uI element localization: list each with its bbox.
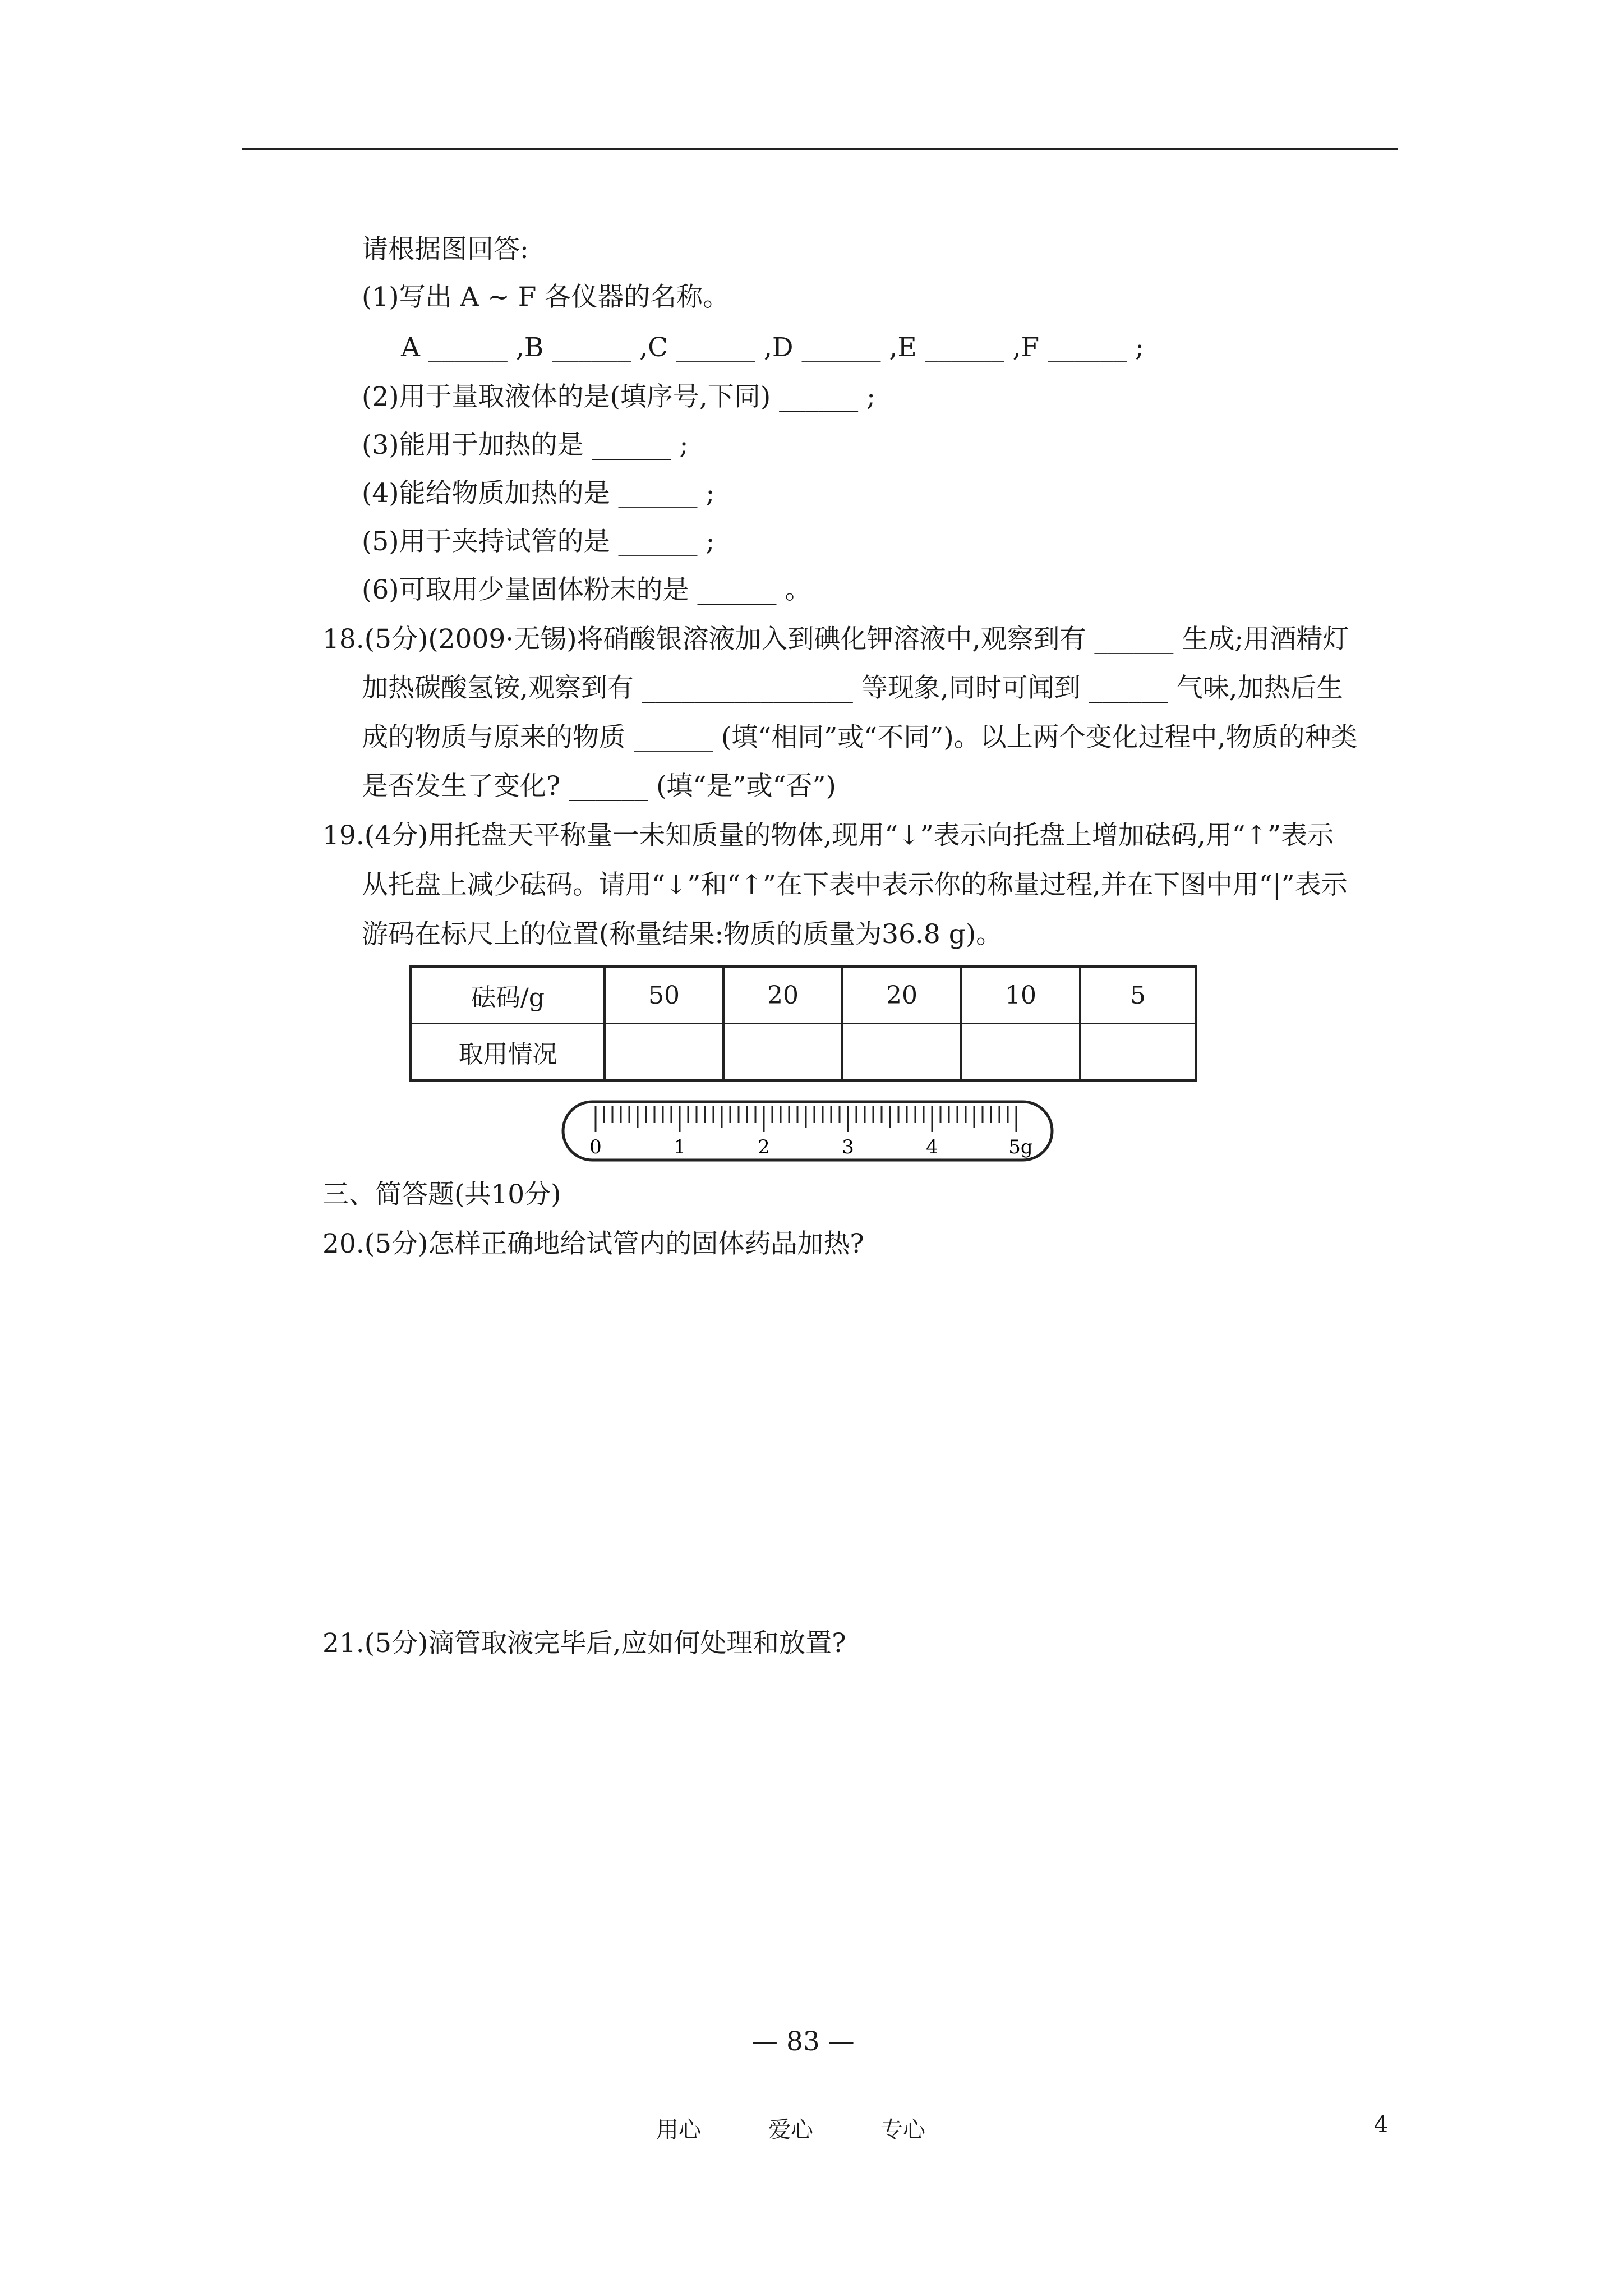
intro-text: 请根据图回答:	[362, 234, 529, 265]
ruler-label: 4	[926, 1136, 938, 1158]
q17-part4: (4)能给物质加热的是 ______ ;	[362, 478, 715, 509]
table-usage-cell[interactable]	[606, 1024, 725, 1079]
table-usage-cell[interactable]	[1081, 1024, 1195, 1079]
ruler-label: 5g	[1008, 1136, 1033, 1158]
ruler-outline	[563, 1102, 1052, 1160]
q19-line1: 19.(4分)用托盘天平称量一未知质量的物体,现用“↓”表示向托盘上增加砝码,用“↑”表示	[322, 820, 1334, 851]
ruler-ticks	[596, 1106, 1016, 1132]
ruler-label: 1	[674, 1136, 686, 1158]
q18-line3: 成的物质与原来的物质 ______ (填“相同”或“不同”)。以上两个变化过程中,物质的种类	[362, 722, 1358, 753]
q18-line4: 是否发生了变化? ______ (填“是”或“否”)	[362, 771, 836, 802]
page-number: — 83 —	[751, 2026, 855, 2057]
q17-part1: (1)写出 A ~ F 各仪器的名称。	[362, 282, 730, 312]
table-weight-cell: 5	[1130, 981, 1146, 1010]
table-weight-cell: 20	[843, 968, 962, 1023]
section-3-heading: 三、简答题(共10分)	[322, 1179, 561, 1210]
table-usage-cell[interactable]	[725, 1024, 843, 1079]
q17-part5: (5)用于夹持试管的是 ______ ;	[362, 526, 715, 557]
q20-text: 20.(5分)怎样正确地给试管内的固体药品加热?	[322, 1228, 864, 1259]
ruler-label: 3	[842, 1136, 854, 1158]
balance-ruler	[561, 1097, 1054, 1165]
q21-text: 21.(5分)滴管取液完毕后,应如何处理和放置?	[322, 1628, 846, 1659]
table-weight-cell: 50	[606, 968, 725, 1023]
q17-part3: (3)能用于加热的是 ______ ;	[362, 430, 689, 461]
table-usage-cell[interactable]	[843, 1024, 962, 1079]
ruler-label: 0	[589, 1136, 602, 1158]
table-weight-cell: 10	[962, 968, 1081, 1023]
ruler-labels	[589, 1136, 1033, 1158]
footer-middle: 爱心	[768, 2117, 813, 2143]
q19-line3: 游码在标尺上的位置(称量结果:物质的质量为36.8 g)。	[362, 919, 1003, 950]
q18-line1: 18.(5分)(2009·无锡)将硝酸银溶液加入到碘化钾溶液中,观察到有 ______ 生成;用酒精灯	[322, 624, 1349, 655]
q17-part2: (2)用于量取液体的是(填序号,下同) ______ ;	[362, 381, 875, 412]
footer-right: 专心	[880, 2117, 925, 2143]
q19-line2: 从托盘上减少砝码。请用“↓”和“↑”在下表中表示你的称量过程,并在下图中用“|”表示	[362, 869, 1348, 900]
header-rule	[242, 148, 1398, 150]
q17-part6: (6)可取用少量固体粉末的是 ______ 。	[362, 574, 811, 605]
footer-page-num: 4	[1374, 2112, 1389, 2138]
q17-blanks: A ______ ,B ______ ,C ______ ,D ______ ,E ______ ,F ______ ;	[401, 332, 1144, 363]
table-header-weight: 砝码/g	[412, 968, 606, 1023]
table-usage-cell[interactable]	[962, 1024, 1081, 1079]
table-weight-cell: 20	[725, 968, 843, 1023]
ruler-label: 2	[758, 1136, 770, 1158]
q18-line2: 加热碳酸氢铵,观察到有 ________________ 等现象,同时可闻到 ______ 气味,加热后生	[362, 673, 1343, 703]
weights-table	[409, 965, 1197, 1082]
footer-left: 用心	[656, 2117, 701, 2143]
table-header-usage: 取用情况	[412, 1024, 606, 1079]
